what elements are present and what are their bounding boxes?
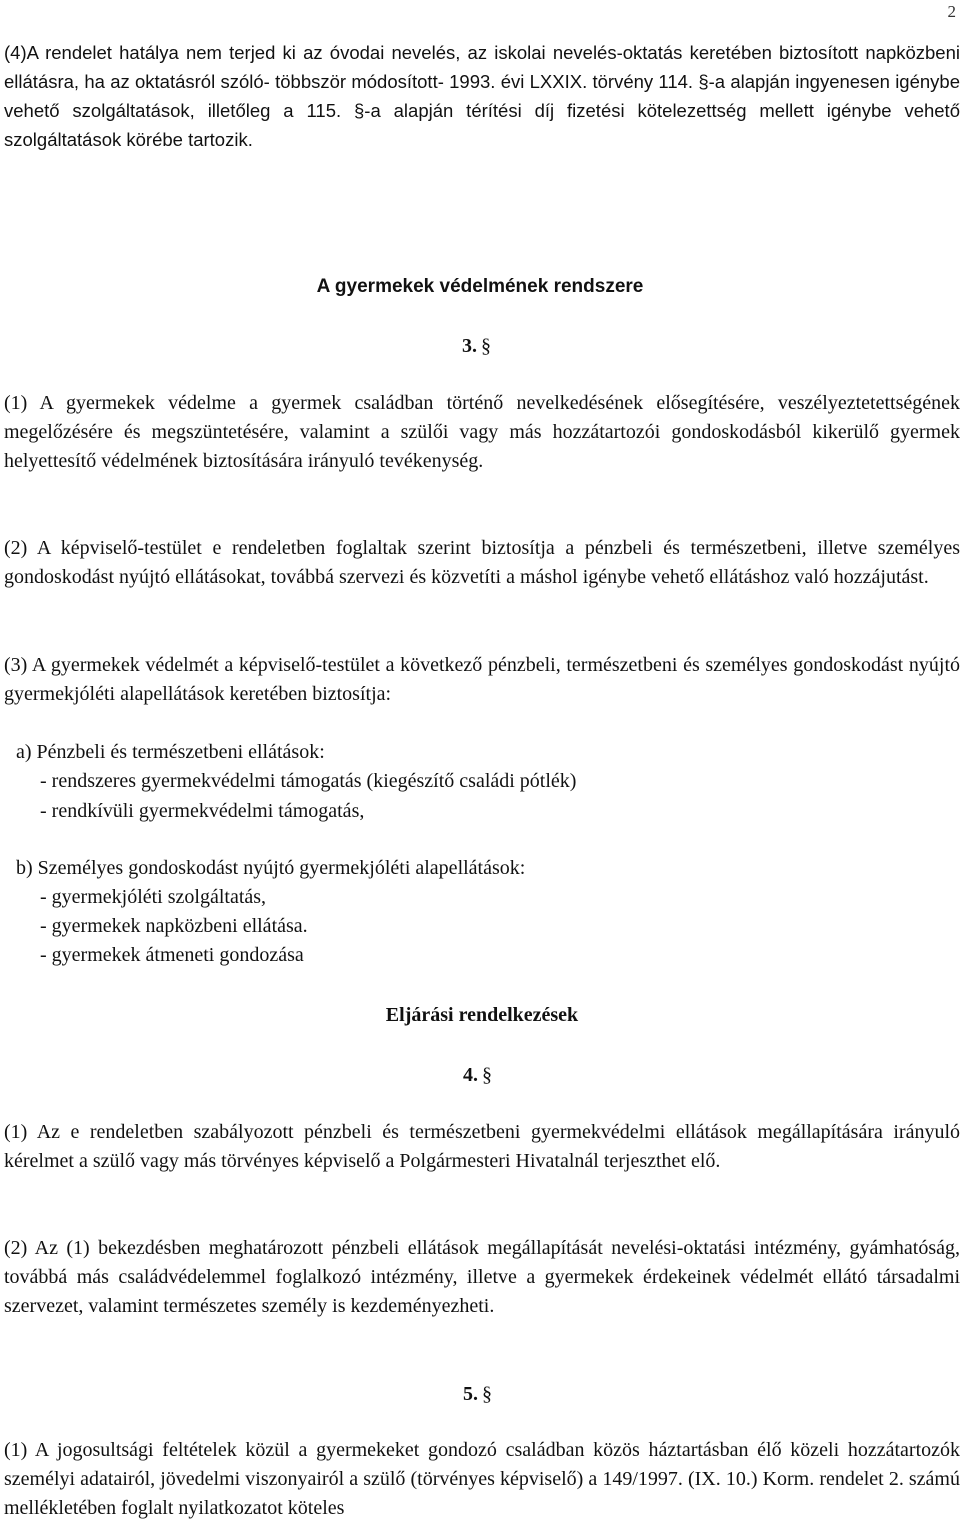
paragraph-text: (4)A rendelet hatálya nem terjed ki az óvodai nevelés, az iskolai nevelés-oktatás keretében biztosított napközbeni ellátásra, ha az oktatásról szóló- többször módosított- 1993. évi LXXIX. törvény 114. §-a alapján ingyenesen igénybe vehető szolgáltatások, illetőleg a 115. §-a alapján térítési díj fizetési kötelezettség mellett igénybe vehető szolgáltatások körébe tartozik. bbox=[4, 42, 960, 150]
list-item: - gyermekek átmeneti gondozása bbox=[40, 944, 304, 966]
paragraph-4-4 bbox=[4, 38, 960, 154]
heading-child-protection-system: A gyermekek védelmének rendszere bbox=[316, 276, 644, 297]
paragraph-3-1 bbox=[4, 389, 960, 476]
paragraph-3-3 bbox=[4, 651, 960, 709]
list-b-title: b) Személyes gondoskodást nyújtó gyermekjóléti alapellátások: bbox=[16, 857, 526, 879]
heading-procedural-provisions: Eljárási rendelkezések bbox=[385, 1004, 579, 1026]
paragraph-4-2 bbox=[4, 1234, 960, 1321]
paragraph-5-1 bbox=[4, 1436, 960, 1523]
section-number: 4. bbox=[463, 1064, 478, 1086]
paragraph-text: (1) Az e rendeletben szabályozott pénzbeli és természetbeni gyermekvédelmi ellátások megállapítására irányuló kérelmet a szülő vagy más törvényes képviselő a Polgármesteri Hivatalnál terjeszthet elő. bbox=[4, 1121, 960, 1172]
paragraph-sign: § bbox=[482, 1383, 492, 1405]
paragraph-text: (2) A képviselő-testület e rendeletben foglaltak szerint biztosítja a pénzbeli és természetbeni, illetve személyes gondoskodást nyújtó ellátásokat, továbbá szervezi és közvetíti a máshol igénybe vehető ellátáshoz való hozzájutást. bbox=[4, 537, 960, 588]
list-a-title: a) Pénzbeli és természetbeni ellátások: bbox=[16, 741, 325, 763]
list-item: - rendszeres gyermekvédelmi támogatás (kiegészítő családi pótlék) bbox=[40, 770, 577, 792]
section-5-title bbox=[463, 1380, 492, 1408]
paragraph-3-2 bbox=[4, 534, 960, 592]
paragraph-text: (1) A gyermekek védelme a gyermek családban történő nevelkedésének elősegítésére, veszélyeztetettségének megelőzésére és megszüntetésére, valamint a szülői vagy más hozzátartozói gondoskodásból kikerülő gyermek helyettesítő védelmének biztosítására irányuló tevékenység. bbox=[4, 392, 960, 472]
section-3-title bbox=[462, 332, 491, 360]
paragraph-text: (3) A gyermekek védelmét a képviselő-testület a következő pénzbeli, természetbeni és személyes gondoskodást nyújtó gyermekjóléti alapellátások keretében biztosítja: bbox=[4, 654, 960, 705]
section-number: 3. bbox=[462, 335, 477, 357]
paragraph-text: (1) A jogosultsági feltételek közül a gyermekeket gondozó családban közös háztartásban élő közeli hozzátartozók személyi adatairól, jövedelmi viszonyairól a szülő (törvényes képviselő) a 149/1997. (IX. 10.) Korm. rendelet 2. számú mellékletében foglalt nyilatkozatot köteles bbox=[4, 1439, 960, 1519]
list-item: - gyermekjóléti szolgáltatás, bbox=[40, 886, 267, 908]
section-number: 5. bbox=[463, 1383, 478, 1405]
page-number: 2 bbox=[947, 2, 956, 21]
list-item: - gyermekek napközbeni ellátása. bbox=[40, 915, 308, 937]
list-item: - rendkívüli gyermekvédelmi támogatás, bbox=[40, 800, 365, 822]
paragraph-text: (2) Az (1) bekezdésben meghatározott pénzbeli ellátások megállapítását nevelési-oktatási intézmény, gyámhatóság, továbbá más családvédelemmel foglalkozó intézmény, illetve a gyermekek érdekeinek védelmét ellátó társadalmi szervezet, valamint természetes személy is kezdeményezheti. bbox=[4, 1237, 960, 1317]
paragraph-sign: § bbox=[481, 335, 491, 357]
paragraph-4-1 bbox=[4, 1118, 960, 1176]
paragraph-sign: § bbox=[482, 1064, 492, 1086]
section-4-title bbox=[463, 1061, 492, 1089]
